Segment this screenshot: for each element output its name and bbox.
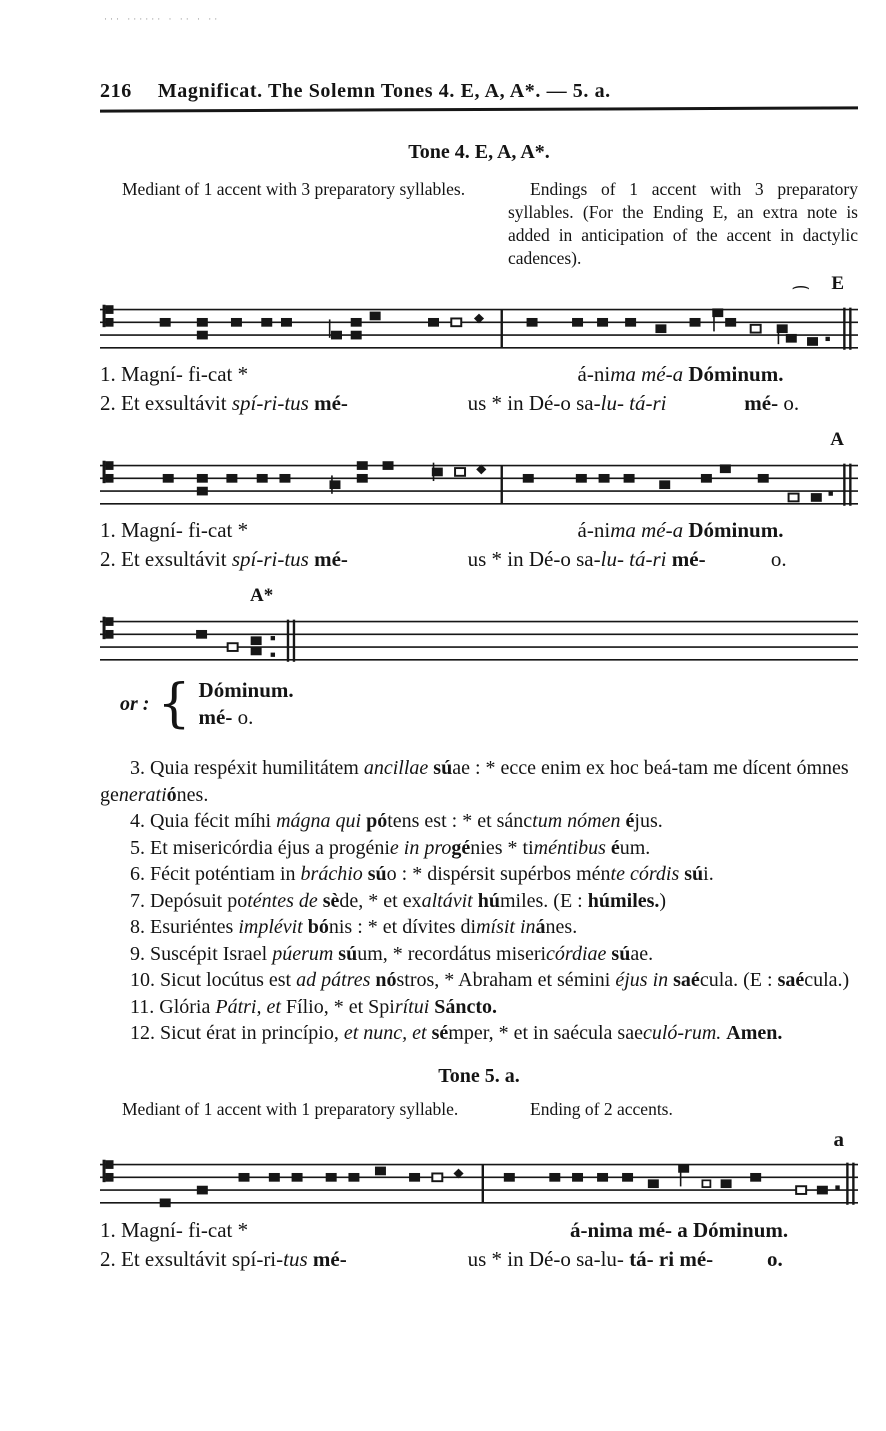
page-number: 216 [100, 80, 132, 102]
verse-12: 12. Sicut érat in princípio, et nunc, et sémper, * et in saécula saeculó-rum. Amen. [130, 1022, 783, 1044]
tone4-mediant-note: Mediant of 1 accent with 3 preparatory syllables. [122, 179, 466, 199]
ending-a-label-row [100, 428, 858, 452]
verse-7: 7. Depósuit poténtes de sède, * et exaltávit húmiles. (E : húmiles.) [130, 889, 667, 912]
verse-line [100, 1216, 858, 1245]
verse-text: mé- o. [744, 391, 800, 415]
verse-text: us * in Dé-o sa-lu- tá-ri mé- [467, 547, 706, 571]
tone5-ending-note: Ending of 2 accents. [530, 1098, 673, 1119]
verse-text: á-nima mé- a Dóminum. [569, 1217, 789, 1242]
verse-text: us * in Dé-o sa-lu- tá-ri [467, 391, 667, 415]
or-lines [199, 677, 294, 731]
ending-a-lower-label-row [100, 1127, 858, 1151]
verse-4: 4. Quia fécit míhi mágna qui pótens est : * et sánctum nómen éjus. [130, 810, 663, 832]
tone5-notes-columns [100, 1098, 858, 1121]
verse-line [100, 1245, 858, 1274]
verse-10: 10. Sicut locútus est ad pátres nóstros, * Abraham et sémini éjus in saécula. (E : saécula.) [130, 969, 850, 991]
or-line: mé- o. [198, 705, 254, 729]
verse-3: 3. Quia respéxit humilitátem ancillae súae : * ecce enim ex hoc beá-tam me dícent ómnes generatiónes. [100, 757, 849, 806]
tone5-heading: Tone 5. a. [438, 1064, 520, 1087]
verse-line [100, 389, 858, 418]
verse-text: á-nima mé-a Dóminum. [577, 518, 784, 542]
verse-text: 1. Magní- fi-cat * [100, 1217, 249, 1242]
tone4-heading: Tone 4. E, A, A*. [408, 141, 550, 163]
brace-icon: { [157, 674, 191, 734]
verse-text: 2. Et exsultávit spí-ri-tus mé- [100, 391, 348, 415]
verse-text: o. [767, 1246, 783, 1271]
verse-line [100, 360, 858, 389]
ending-e-label-row [100, 272, 858, 296]
tone4-endings-note: Endings of 1 accent with 3 preparatory syllables. (For the Ending E, an extra note is added in anticipation of the accent in dactylic cadences). [508, 179, 858, 268]
or-alternative-block [120, 674, 858, 734]
verse-text: us * in Dé-o sa-lu- tá- ri mé- [467, 1246, 714, 1271]
running-title: Magnificat. The Solemn Tones 4. E, A, A*. — 5. a. [157, 80, 611, 102]
verse-text: 2. Et exsultávit spí-ri-tus mé- [100, 1246, 347, 1271]
ending-a-label: A [830, 429, 844, 450]
chant-staff-tone4-ending-e [100, 297, 858, 355]
scan-artifact-marks: ··· ······ · ·· · ·· [104, 14, 221, 24]
verse-11: 11. Glória Pátri, et Fílio, * et Spirítui Sáncto. [130, 995, 498, 1018]
verse-line [100, 516, 858, 545]
verse-6: 6. Fécit poténtiam in bráchio súo : * dispérsit supérbos ménte córdis súi. [130, 863, 714, 885]
verse-text: á-nima mé-a Dóminum. [577, 362, 784, 386]
verse-line [100, 545, 858, 574]
header-rule [100, 106, 858, 112]
ending-a-star-label-row [100, 584, 858, 608]
ending-a-lower-label: a [833, 1126, 844, 1151]
verse-text: 1. Magní- fi-cat * [100, 362, 249, 386]
tone5-mediant-note: Mediant of 1 accent with 1 preparatory syllable. [122, 1098, 459, 1119]
page-header [100, 80, 858, 103]
tone4-notes-columns [100, 178, 858, 270]
slur-icon: ⌢ [790, 274, 811, 298]
chant-staff-tone5-ending-a [100, 1152, 858, 1210]
chant-staff-tone4-ending-a-star [100, 609, 858, 667]
ending-a-star-label: A* [250, 585, 274, 606]
verse-9: 9. Suscépit Israel púerum súum, * recordátus misericórdiae súae. [130, 942, 654, 965]
verse-8: 8. Esuriéntes implévit bónis : * et dívites dimísit inánes. [130, 916, 578, 938]
or-line: Dóminum. [198, 678, 294, 702]
chant-staff-tone4-ending-a [100, 453, 858, 511]
verse-text: 2. Et exsultávit spí-ri-tus mé- [100, 547, 348, 571]
verse-text: 1. Magní- fi-cat * [100, 518, 249, 542]
magnificat-verses [100, 755, 858, 1047]
verse-text: o. [770, 547, 787, 571]
verse-5: 5. Et misericórdia éjus a progénie in progénies * timéntibus éum. [130, 836, 651, 859]
or-label: or : [120, 692, 150, 715]
ending-e-label: E [831, 273, 844, 294]
